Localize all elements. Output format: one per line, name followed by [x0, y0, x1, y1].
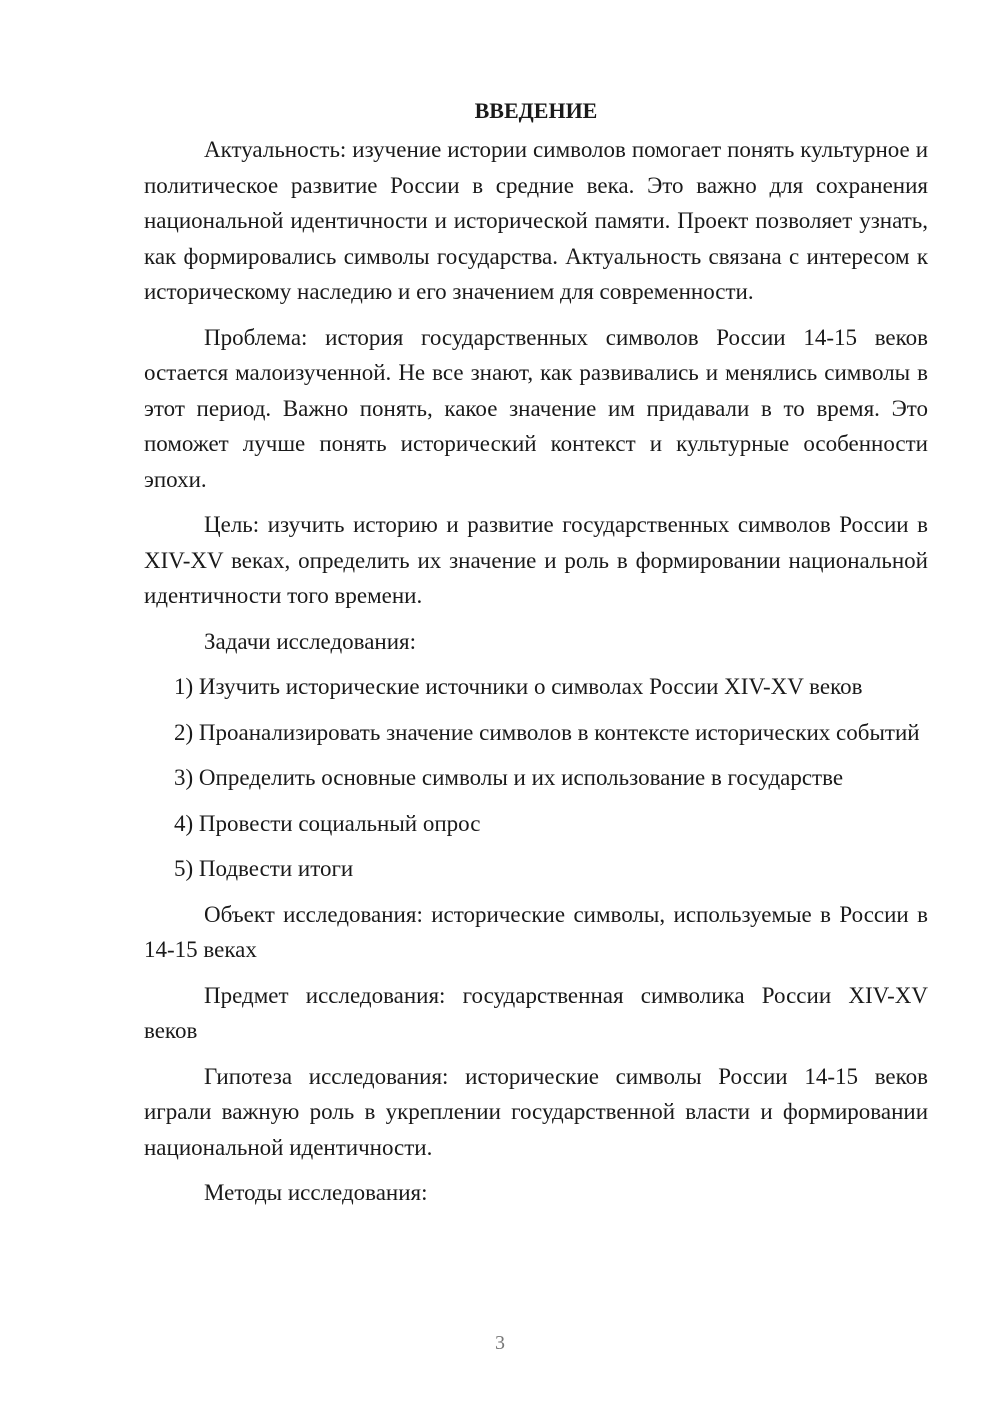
document-page: [144, 96, 928, 1221]
task-item-4: 4) Провести социальный опрос: [174, 810, 481, 836]
subject-paragraph: Предмет исследования: государственная символика России XIV-XV веков: [144, 982, 928, 1043]
tasks-heading: Задачи исследования:: [204, 628, 417, 654]
page-number: 3: [495, 1332, 505, 1354]
goal-paragraph: Цель: изучить историю и развитие государственных символов России в XIV-XV веках, определить их значение и роль в формировании национальной идентичности того времени.: [144, 512, 928, 608]
task-item-3: 3) Определить основные символы и их использование в государстве: [174, 765, 844, 790]
relevance-paragraph: Актуальность: изучение истории символов помогает понять культурное и политическое развитие России в средние века. Это важно для сохранения национальной идентичности и исторической памяти. Проект позволяет узнать, как формировались символы государства. Актуальность связана с интересом к историческому наследию и его значением для современности.: [144, 137, 928, 304]
page-title: ВВЕДЕНИЕ: [474, 98, 598, 123]
task-item-1: 1) Изучить исторические источники о символах России XIV-XV веков: [174, 674, 863, 699]
hypothesis-paragraph: Гипотеза исследования: исторические символы России 14-15 веков играли важную роль в укреплении государственной власти и формировании национальной идентичности.: [144, 1063, 928, 1160]
tasks-list: [144, 669, 928, 887]
problem-paragraph: Проблема: история государственных символов России 14-15 веков остается малоизученной. Не все знают, как развивались и менялись символы в этот период. Важно понять, какое значение им придавали в то время. Это поможет лучше понять исторический контекст и культурные особенности эпохи.: [144, 324, 928, 492]
task-item-5: 5) Подвести итоги: [174, 856, 354, 881]
task-item-2: 2) Проанализировать значение символов в контексте исторических событий: [174, 719, 920, 745]
object-paragraph: Объект исследования: исторические символы, используемые в России в 14-15 веках: [144, 901, 928, 962]
methods-heading: Методы исследования:: [204, 1180, 428, 1205]
